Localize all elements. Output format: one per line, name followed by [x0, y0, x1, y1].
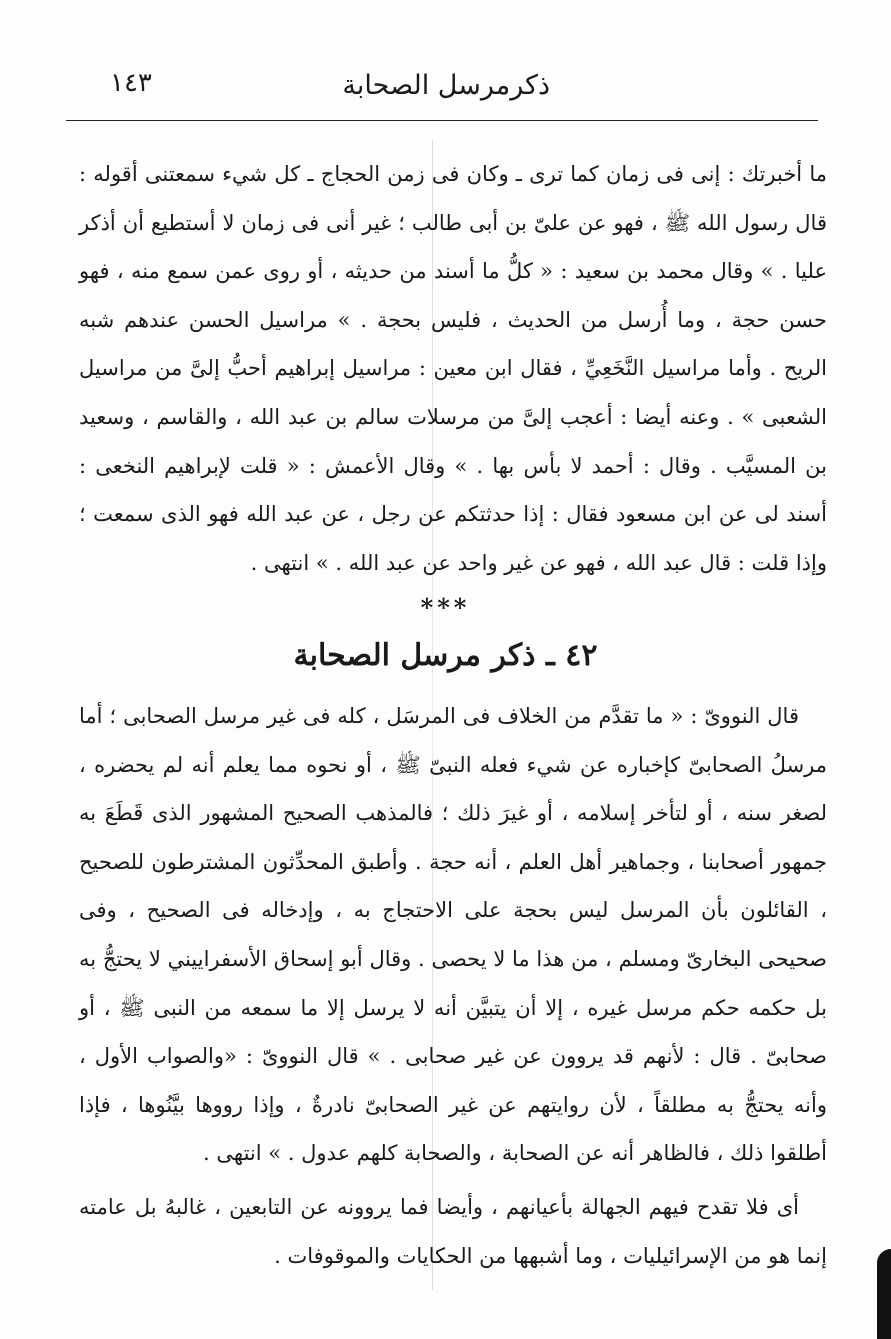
paragraph-text: قال النووىّ : « ما تقدَّم من الخلاف فى المرسَل ، كله فى غير مرسل الصحابى ؛ أما مرسلُ الصحابىّ كإخباره عن شيء فعله النبىّ ﷺ ، أو نحوه مما يعلم أنه لم يحضره ، لصغر سنه ، أو لتأخر إسلامه ، أو غيرَ ذلك ؛ فالمذهب الصحيح المشهور الذى قَطَعَ به جمهور أصحابنا ، وجماهير أهل العلم ، أنه حجة . وأطبق المحدِّثون المشترطون للصحيح ، القائلون بأن المرسل ليس بحجة على الاحتجاج به ، وإدخاله فى الصحيح ، وفى صحيحى البخارىّ ومسلم ، من هذا ما لا يحصى . وقال أبو إسحاق الأسفراييني لا يحتجُّ به بل حكمه حكم مرسل غيره ، إلا أن يتبيَّن أنه لا يرسل إلا ما سمعه من النبى ﷺ ، أو صحابىّ . قال : لأنهم قد يروون عن غير صحابى . » قال النووىّ : «والصواب الأول ، وأنه يحتجُّ به مطلقاً ، لأن روايتهم عن غير الصحابىّ نادرةٌ ، وإذا رووها بيَّنُوها ، فإذا أطلقوا ذلك ، فالظاهر أنه عن الصحابة ، والصحابة كلهم عدول . » انتهى . [79, 704, 827, 1166]
paragraph-text: أى فلا تقدح فيهم الجهالة بأعيانهم ، وأيضا فما يروونه عن التابعين ، غالبهُ بل عامته إنما هو من الإسرائيليات ، وما أشبهها من الحكايات والموقوفات . [79, 1195, 827, 1268]
running-title: ذكرمرسل الصحابة [342, 70, 550, 101]
page-number: ١٤٣ [110, 68, 152, 98]
paragraph-nawawi [79, 692, 827, 1178]
section-heading: ٤٢ ـ ذكر مرسل الصحابة [293, 638, 598, 673]
page-header [70, 62, 820, 112]
scan-edge-mark [877, 1249, 891, 1339]
header-rule [66, 120, 818, 121]
paragraph-text: ما أخبرتك : إنى فى زمان كما ترى ـ وكان فى زمن الحجاج ـ كل شيء سمعتنى أقوله : قال رسول الله ﷺ ، فهو عن علىّ بن أبى طالب ؛ غير أنى فى زمان لا أستطيع أن أذكر عليا . » وقال محمد بن سعيد : « كلُّ ما أسند من حديثه ، أو روى عمن سمع منه ، فهو حسن حجة ، وما أُرسل من الحديث ، فليس بحجة . » مراسيل الحسن عندهم شبه الريح . وأما مراسيل النَّخَعِيِّ ، فقال ابن معين : مراسيل إبراهيم أحبُّ إلىَّ من مراسيل الشعبى » . وعنه أيضا : أعجب إلىَّ من مرسلات سالم بن عبد الله ، والقاسم ، وسعيد بن المسيَّب . وقال : أحمد لا بأس بها . » وقال الأعمش : « قلت لإبراهيم النخعى : أسند لى عن ابن مسعود فقال : إذا حدثتكم عن رجل ، عن عبد الله فهو الذى سمعت ؛ وإذا قلت : قال عبد الله ، فهو عن غير واحد عن عبد الله . » انتهى . [79, 162, 827, 575]
paragraph-conclusion [79, 1183, 827, 1280]
paragraph-continuation [79, 150, 827, 587]
section-separator-stars: *** [420, 593, 471, 622]
